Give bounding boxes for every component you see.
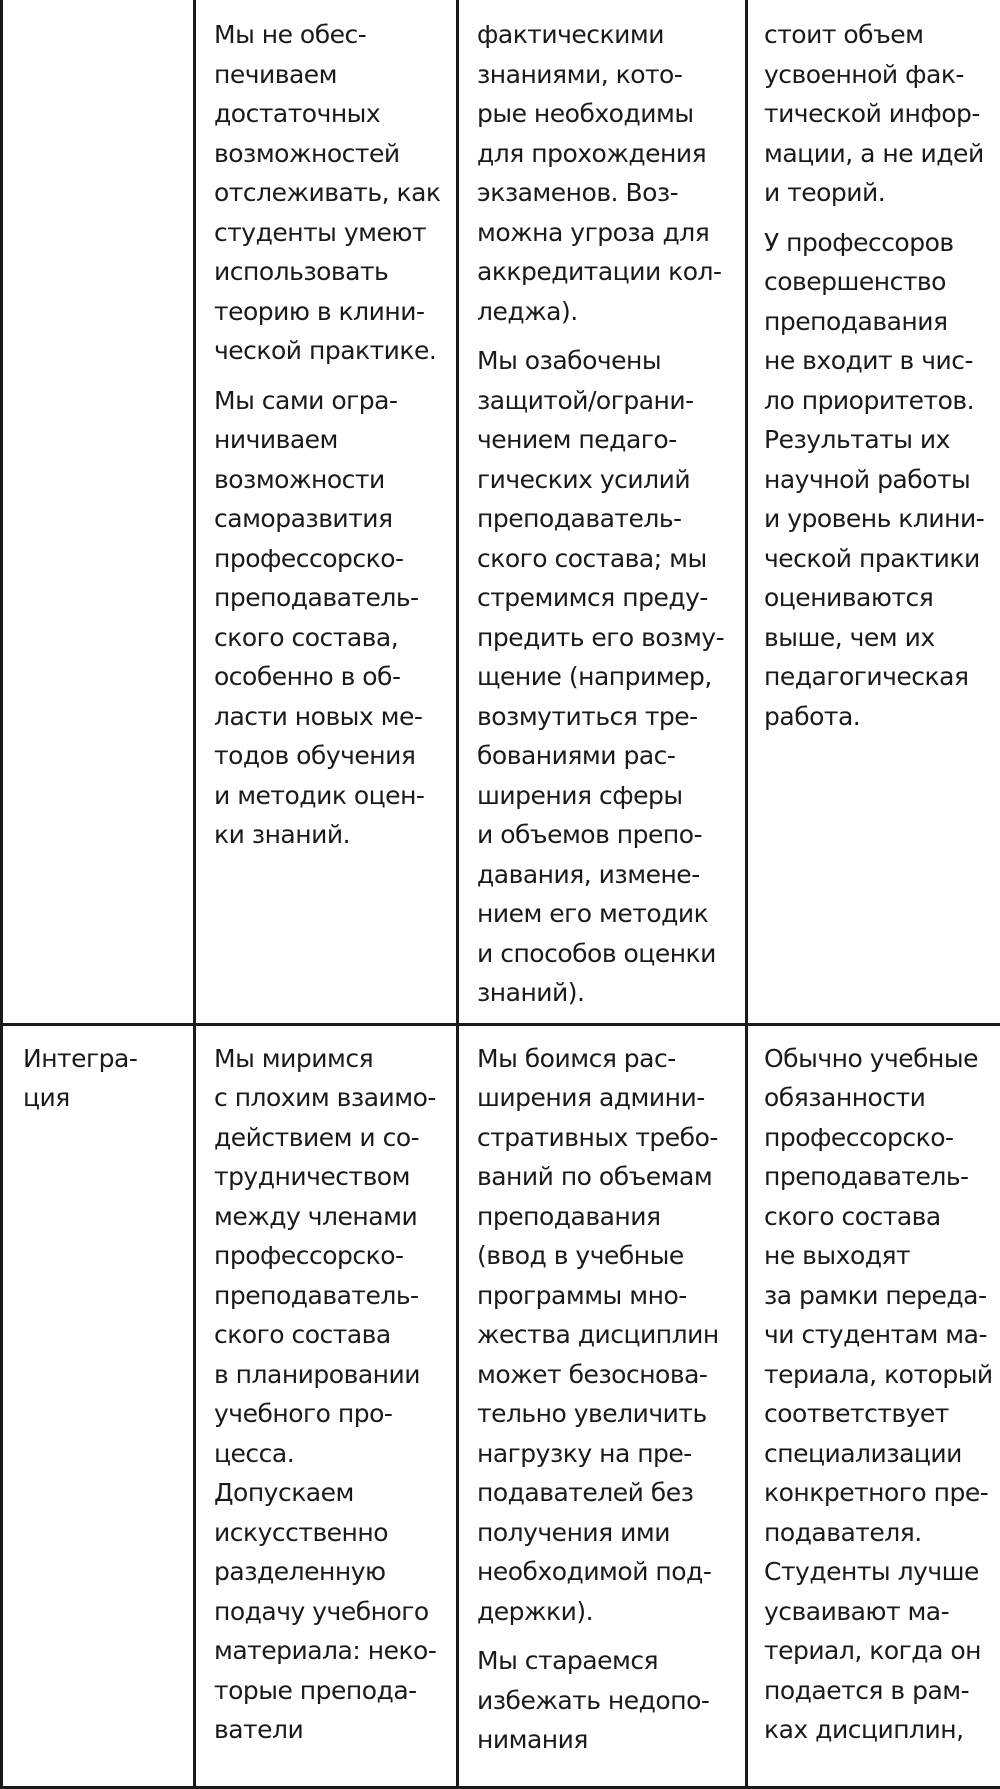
text-line: возможностей bbox=[214, 134, 446, 174]
text-line: избежать недопо- bbox=[477, 1681, 735, 1721]
text-line: преподаватель- bbox=[764, 1157, 1000, 1197]
text-line: для прохождения bbox=[477, 134, 735, 174]
text-line: леджа). bbox=[477, 292, 735, 332]
text-line: (ввод в учебные bbox=[477, 1236, 735, 1276]
text-line: стративных требо- bbox=[477, 1118, 735, 1158]
text-line: ничиваем bbox=[214, 420, 446, 460]
text-line: Интегра- bbox=[23, 1039, 183, 1079]
text-line: профессорско- bbox=[214, 1236, 446, 1276]
text-line: возможности bbox=[214, 460, 446, 500]
text-line: ласти новых ме- bbox=[214, 697, 446, 737]
text-line: бованиями рас- bbox=[477, 736, 735, 776]
cell-paragraph bbox=[764, 1039, 1000, 1750]
text-line: специализации bbox=[764, 1434, 1000, 1474]
text-line: рые необходимы bbox=[477, 94, 735, 134]
text-line: аккредитации кол- bbox=[477, 252, 735, 292]
table-row bbox=[2, 1024, 1000, 1787]
text-line: Мы озабочены bbox=[477, 341, 735, 381]
text-line: использовать bbox=[214, 252, 446, 292]
table-cell bbox=[458, 0, 747, 1024]
text-line: усваивают ма- bbox=[764, 1592, 1000, 1632]
text-line: может безоснова- bbox=[477, 1355, 735, 1395]
text-line: У профессоров bbox=[764, 223, 1000, 263]
text-line: действием и со- bbox=[214, 1118, 446, 1158]
text-line: можна угроза для bbox=[477, 213, 735, 253]
text-line: и теорий. bbox=[764, 173, 1000, 213]
cell-paragraph bbox=[214, 381, 446, 855]
text-line: подается в рам- bbox=[764, 1671, 1000, 1711]
text-line: учебного про- bbox=[214, 1394, 446, 1434]
cell-paragraph bbox=[214, 15, 446, 371]
text-line: оцениваются bbox=[764, 578, 1000, 618]
text-line: ского состава bbox=[764, 1197, 1000, 1237]
text-line: защитой/ограни- bbox=[477, 381, 735, 421]
text-line: Мы миримся bbox=[214, 1039, 446, 1079]
text-line: стремимся преду- bbox=[477, 578, 735, 618]
text-line: программы мно- bbox=[477, 1276, 735, 1316]
cell-paragraph bbox=[477, 15, 735, 331]
table-cell bbox=[195, 0, 458, 1024]
text-line: тической инфор- bbox=[764, 94, 1000, 134]
text-line: ческой практики bbox=[764, 539, 1000, 579]
text-line: териала, который bbox=[764, 1355, 1000, 1395]
text-line: держки). bbox=[477, 1592, 735, 1632]
text-line: возмутиться тре- bbox=[477, 697, 735, 737]
text-line: педагогическая bbox=[764, 657, 1000, 697]
text-line: подавателя. bbox=[764, 1513, 1000, 1553]
text-line: профессорско- bbox=[214, 539, 446, 579]
cell-paragraph bbox=[214, 1039, 446, 1750]
cell-content bbox=[459, 0, 745, 1013]
text-line: искусственно bbox=[214, 1513, 446, 1553]
row-header-cell bbox=[2, 1024, 195, 1787]
text-line: совершенство bbox=[764, 262, 1000, 302]
text-line: преподаватель- bbox=[477, 499, 735, 539]
cell-paragraph bbox=[477, 1039, 735, 1632]
text-line: Мы не обес- bbox=[214, 15, 446, 55]
text-line: ция bbox=[23, 1078, 183, 1118]
cell-content bbox=[3, 0, 193, 15]
text-line: ширения админи- bbox=[477, 1078, 735, 1118]
table-cell bbox=[458, 1024, 747, 1787]
text-line: Мы стараемся bbox=[477, 1641, 735, 1681]
text-line: ского состава, bbox=[214, 618, 446, 658]
text-line: не выходят bbox=[764, 1236, 1000, 1276]
text-line: нием его методик bbox=[477, 894, 735, 934]
text-line: ского состава; мы bbox=[477, 539, 735, 579]
text-line: достаточных bbox=[214, 94, 446, 134]
text-line: экзаменов. Воз- bbox=[477, 173, 735, 213]
text-line: разделенную bbox=[214, 1552, 446, 1592]
text-line: цесса. bbox=[214, 1434, 446, 1474]
table-body bbox=[2, 0, 1000, 1787]
text-line: мации, а не идей bbox=[764, 134, 1000, 174]
text-line: теорию в клини- bbox=[214, 292, 446, 332]
cell-paragraph bbox=[477, 341, 735, 1013]
cell-content bbox=[196, 1026, 456, 1750]
text-line: обязанности bbox=[764, 1078, 1000, 1118]
text-line: особенно в об- bbox=[214, 657, 446, 697]
table-row bbox=[2, 0, 1000, 1024]
text-line: щение (например, bbox=[477, 657, 735, 697]
text-line: студенты умеют bbox=[214, 213, 446, 253]
text-line: Результаты их bbox=[764, 420, 1000, 460]
text-line: жества дисциплин bbox=[477, 1315, 735, 1355]
text-line: Обычно учебные bbox=[764, 1039, 1000, 1079]
text-line: знаний). bbox=[477, 973, 735, 1013]
text-line: необходимой под- bbox=[477, 1552, 735, 1592]
text-line: нимания bbox=[477, 1720, 735, 1760]
text-line: подачу учебного bbox=[214, 1592, 446, 1632]
text-line: усвоенной фак- bbox=[764, 55, 1000, 95]
text-line: ватели bbox=[214, 1710, 446, 1750]
text-line: ки знаний. bbox=[214, 815, 446, 855]
text-line: фактическими bbox=[477, 15, 735, 55]
text-line: получения ими bbox=[477, 1513, 735, 1553]
text-line: Допускаем bbox=[214, 1473, 446, 1513]
text-line: печиваем bbox=[214, 55, 446, 95]
text-line: работа. bbox=[764, 697, 1000, 737]
text-line: научной работы bbox=[764, 460, 1000, 500]
table-cell bbox=[747, 1024, 1000, 1787]
cell-content bbox=[3, 1026, 193, 1118]
text-line: материала: неко- bbox=[214, 1631, 446, 1671]
row-header-cell bbox=[2, 0, 195, 1024]
text-line: за рамки переда- bbox=[764, 1276, 1000, 1316]
text-line: в планировании bbox=[214, 1355, 446, 1395]
text-line: ках дисциплин, bbox=[764, 1710, 1000, 1750]
text-line: нагрузку на пре- bbox=[477, 1434, 735, 1474]
text-line: Мы сами огра- bbox=[214, 381, 446, 421]
text-line: давания, измене- bbox=[477, 855, 735, 895]
table-cell bbox=[195, 1024, 458, 1787]
text-line: преподаватель- bbox=[214, 578, 446, 618]
text-line: не входит в чис- bbox=[764, 341, 1000, 381]
text-line: выше, чем их bbox=[764, 618, 1000, 658]
table-cell bbox=[747, 0, 1000, 1024]
text-line: чи студентам ма- bbox=[764, 1315, 1000, 1355]
text-line: конкретного пре- bbox=[764, 1473, 1000, 1513]
text-line: преподавания bbox=[477, 1197, 735, 1237]
text-line: тельно увеличить bbox=[477, 1394, 735, 1434]
cell-content bbox=[748, 1026, 1000, 1750]
text-line: преподавания bbox=[764, 302, 1000, 342]
text-line: ваний по объемам bbox=[477, 1157, 735, 1197]
text-line: Мы боимся рас- bbox=[477, 1039, 735, 1079]
text-line: соответствует bbox=[764, 1394, 1000, 1434]
text-line: и методик оцен- bbox=[214, 776, 446, 816]
text-line: териал, когда он bbox=[764, 1631, 1000, 1671]
text-line: ческой практике. bbox=[214, 331, 446, 371]
text-line: тодов обучения bbox=[214, 736, 446, 776]
cell-content bbox=[748, 0, 1000, 736]
text-line: ширения сферы bbox=[477, 776, 735, 816]
text-line: ского состава bbox=[214, 1315, 446, 1355]
text-line: чением педаго- bbox=[477, 420, 735, 460]
text-line: ло приоритетов. bbox=[764, 381, 1000, 421]
cell-content bbox=[459, 1026, 745, 1760]
text-line: и объемов препо- bbox=[477, 815, 735, 855]
text-line: преподаватель- bbox=[214, 1276, 446, 1316]
cell-paragraph bbox=[764, 223, 1000, 737]
cell-paragraph bbox=[764, 15, 1000, 213]
text-line: Студенты лучше bbox=[764, 1552, 1000, 1592]
text-line: предить его возму- bbox=[477, 618, 735, 658]
text-line: с плохим взаимо- bbox=[214, 1078, 446, 1118]
cell-paragraph bbox=[23, 1039, 183, 1118]
text-line: профессорско- bbox=[764, 1118, 1000, 1158]
text-line: и уровень клини- bbox=[764, 499, 1000, 539]
text-line: стоит объем bbox=[764, 15, 1000, 55]
text-line: между членами bbox=[214, 1197, 446, 1237]
cell-paragraph bbox=[477, 1641, 735, 1760]
text-line: и способов оценки bbox=[477, 934, 735, 974]
text-line: торые препода- bbox=[214, 1671, 446, 1711]
text-line: саморазвития bbox=[214, 499, 446, 539]
text-line: знаниями, кото- bbox=[477, 55, 735, 95]
cell-content bbox=[196, 0, 456, 855]
text-line: трудничеством bbox=[214, 1157, 446, 1197]
text-line: отслеживать, как bbox=[214, 173, 446, 213]
text-line: гических усилий bbox=[477, 460, 735, 500]
text-line: подавателей без bbox=[477, 1473, 735, 1513]
